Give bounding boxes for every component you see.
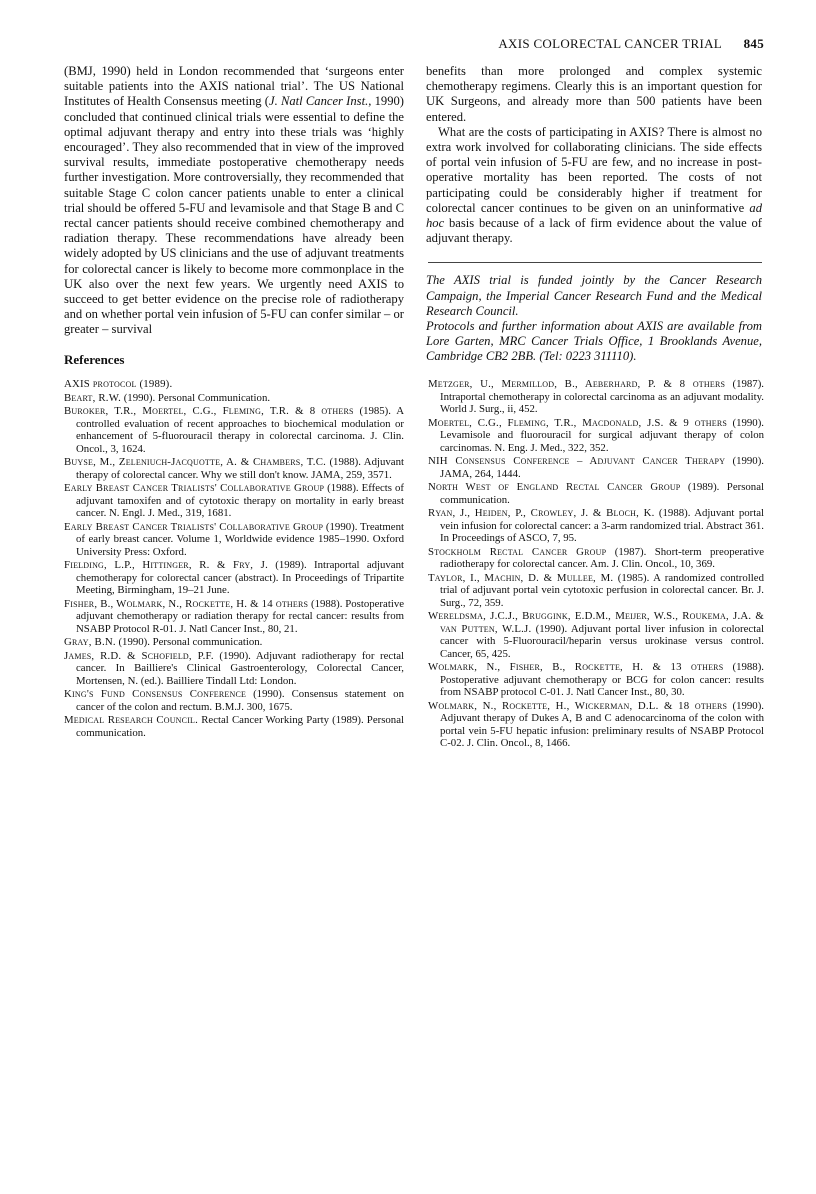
reference-text: (1988). Postoperative adjuvant chemotherapy or BCG for colon cancer: results from NSABP protocol C-01. J. Natl Cancer Inst., 80, 30. (440, 661, 764, 698)
body-paragraph: What are the costs of participating in AXIS? There is almost no extra work involved for collaborating clinicians. The side effects of portal vein infusion of 5-FU are few, and no increase in post-operative mortality has been reported. The costs of not participating could be considerably higher if treatment for colorectal cancer continues to be given on an uninformative ad hoc basis because of a lack of firm evidence about the value of adjuvant therapy. (426, 124, 762, 246)
reference-text: (1990). JAMA, 264, 1444. (440, 455, 764, 480)
reference-authors: Moertel, C.G., Fleming, T.R., Macdonald, J.S. & 9 others (428, 416, 728, 429)
reference-text: (1988). Postoperative adjuvant chemotherapy or radiation therapy for rectal cancer: results from NSABP Protocol R-01. J. Natl Cancer Inst., 80, 21. (76, 597, 405, 635)
reference-authors: AXIS protocol (1989). (64, 378, 173, 390)
reference-text: (1990). Levamisole and fluorouracil for surgical adjuvant therapy of colon carcinomas. N. Eng. J. Med., 322, 352. (440, 416, 764, 454)
reference-entry (64, 521, 404, 559)
reference-text: (1987). Short-term preoperative radiotherapy for colorectal cancer. Am. J. Clin. Oncol., 10, 369. (440, 545, 764, 570)
reference-entry (428, 378, 764, 416)
reference-authors: Early Breast Cancer Trialists' Collaborative Group (64, 520, 324, 533)
reference-entry (64, 559, 404, 597)
reference-text: Rectal Cancer Working Party (1989). Personal communication. (76, 714, 404, 739)
reference-text: (1989). Intraportal adjuvant chemotherapy for colorectal cancer (abstract). In Proceedings of Tripartite Meeting, Birmingham, 19–21 June. (76, 559, 405, 596)
reference-authors: Metzger, U., Mermillod, B., Aeberhard, P. & 8 others (428, 378, 726, 390)
reference-text: (1988). Effects of adjuvant tamoxifen and of cytotoxic therapy on mortality in early breast cancer. N. Engl. J. Med., 319, 1681. (76, 482, 404, 519)
reference-authors: Wereldsma, J.C.J., Bruggink, E.D.M., Meijer, W.S., Roukema, J.A. & van Putten, W.L.J. (428, 610, 764, 635)
reference-text: (1990). Adjuvant radiotherapy for rectal cancer. In Bailliere's Clinical Gastroenterology, Colorectal Cancer, Mortensen, N. (ed.). Bailliere Tindall Ltd: London. (76, 649, 405, 687)
reference-entry (64, 650, 404, 688)
reference-authors: Fielding, L.P., Hittinger, R. & Fry, J. (64, 559, 268, 571)
reference-text: (1987). Intraportal chemotherapy in colorectal carcinoma as an adjuvant modality. World J. Surg., ii, 452. (440, 378, 764, 415)
page-header (498, 36, 764, 52)
references-left-column (64, 378, 404, 740)
reference-authors: Buroker, T.R., Moertel, C.G., Fleming, T.R. & 8 others (64, 405, 354, 417)
reference-text: (1985). A controlled evaluation of recent approaches to biochemical modulation or enhancement of 5-fluorouracil therapy in colorectal carcinoma. J. Clin. Oncol., 3, 1624. (76, 405, 404, 455)
running-title: AXIS COLORECTAL CANCER TRIAL (498, 36, 723, 51)
reference-entry (428, 661, 764, 699)
reference-entry (64, 405, 404, 455)
reference-entry (64, 378, 404, 391)
reference-entry (428, 455, 764, 480)
reference-text: (1990). Consensus statement on cancer of the colon and rectum. B.M.J. 300, 1675. (76, 688, 404, 713)
reference-text: (1985). A randomized controlled trial of adjuvant portal vein cytotoxic perfusion in colorectal cancer. Br. J. Surg., 72, 359. (440, 571, 764, 609)
reference-entry (64, 688, 404, 713)
reference-entry (64, 636, 404, 649)
reference-entry (428, 417, 764, 455)
body-right-column (426, 64, 762, 365)
reference-authors: Fisher, B., Wolmark, N., Rockette, H. & 14 others (64, 597, 309, 610)
page-number: 845 (743, 36, 764, 51)
reference-authors: North West of England Rectal Cancer Group (428, 481, 681, 493)
reference-authors: Taylor, I., Machin, D. & Mullee, M. (428, 571, 614, 584)
reference-authors: Gray, B.N. (64, 636, 116, 648)
reference-authors: Stockholm Rectal Cancer Group (428, 545, 607, 558)
body-paragraph: benefits than more prolonged and complex systemic chemotherapy regimens. Clearly this is an important question for UK Surgeons, and already more than 500 patients have been entered. (426, 64, 762, 124)
reference-text: (1990). Adjuvant therapy of Dukes A, B and C adenocarcinoma of the colon with portal vein 5-FU hepatic infusion: preliminary results of NSABP Protocol C-02. J. Clin. Oncol., 8, 1466. (440, 699, 764, 749)
body-paragraph: (BMJ, 1990) held in London recommended that ‘surgeons enter suitable patients into the AXIS national trial’. The US National Institutes of Health Consensus meeting (J. Natl Cancer Inst., 1990) concluded that continued clinical trials were essential to define the optimal adjuvant therapy and entry into these trials was ‘highly encouraged’. They also recommended that in view of the improved survival results, immediate postoperative chemotherapy needs further investigation. More controversially, they recommended that suitable Stage C colon cancer patients unable to enter a clinical trial should be offered 5-FU and levamisole and that Stage B and C rectal cancer patients should receive combined chemotherapy and radiation therapy. These recommendations have already been widely adopted by US clinicians and the use of adjuvant treatments for colorectal cancer is likely to become more commonplace in the UK also over the next few years. We urgently need AXIS to succeed to get better evidence on the precise role of radiotherapy and on whether portal vein infusion of 5-FU can confer similar – or greater – survival (64, 64, 404, 337)
reference-authors: Medical Research Council. (64, 714, 199, 726)
reference-authors: Beart, R.W. (64, 391, 122, 404)
reference-authors: King's Fund Consensus Conference (64, 688, 247, 700)
reference-authors: NIH Consensus Conference – Adjuvant Cancer Therapy (428, 455, 726, 467)
reference-text: (1989). Personal communication. (440, 481, 764, 506)
reference-entry (64, 598, 404, 636)
reference-text: (1988). Adjuvant portal vein infusion for colorectal cancer: a 3-arm randomized trial. Abstract 361. In Proceedings of ASCO, 7, 95. (440, 507, 764, 544)
reference-authors: Wolmark, N., Fisher, B., Rockette, H. & 13 others (428, 661, 724, 673)
protocols-note: Protocols and further information about AXIS are available from Lore Garten, MRC Cancer Trials Office, 1 Brooklands Avenue, Cambridge CB2 2BB. (Tel: 0223 311110). (426, 319, 762, 364)
reference-entry (428, 700, 764, 750)
reference-text: (1990). Personal Communication. (121, 391, 271, 404)
reference-entry (64, 714, 404, 739)
reference-text: (1988). Adjuvant therapy of colorectal cancer. Why we still don't know. JAMA, 259, 3571. (76, 456, 404, 481)
section-divider (428, 262, 762, 263)
reference-entry (64, 456, 404, 481)
reference-entry (428, 507, 764, 545)
reference-authors: Early Breast Cancer Trialists' Collaborative Group (64, 482, 325, 494)
reference-entry (428, 572, 764, 610)
reference-authors: James, R.D. & Schofield, P.F. (64, 649, 214, 662)
references-right-column (428, 378, 764, 751)
reference-entry (64, 482, 404, 520)
funding-note: The AXIS trial is funded jointly by the Cancer Research Campaign, the Imperial Cancer Research Fund and the Medical Research Council. (426, 273, 762, 318)
references-heading: References (64, 352, 125, 367)
body-left-column (64, 64, 404, 338)
reference-entry (64, 392, 404, 405)
reference-authors: Ryan, J., Heiden, P., Crowley, J. & Bloch, K. (428, 507, 655, 519)
reference-entry (428, 610, 764, 660)
reference-text: (1990). Adjuvant portal liver infusion in colorectal cancer with 5-Fluorouracil/heparin versus urokinase versus control. Cancer, 65, 425. (440, 622, 764, 660)
reference-authors: Buyse, M., Zeleniuch-Jacquotte, A. & Chambers, T.C. (64, 456, 326, 468)
reference-authors: Wolmark, N., Rockette, H., Wickerman, D.L. & 18 others (428, 699, 728, 712)
reference-text: (1990). Treatment of early breast cancer. Volume 1, Worldwide evidence 1985–1990. Oxford University Press: Oxford. (76, 520, 405, 558)
reference-entry (428, 546, 764, 571)
reference-entry (428, 481, 764, 506)
reference-text: (1990). Personal communication. (115, 636, 263, 648)
